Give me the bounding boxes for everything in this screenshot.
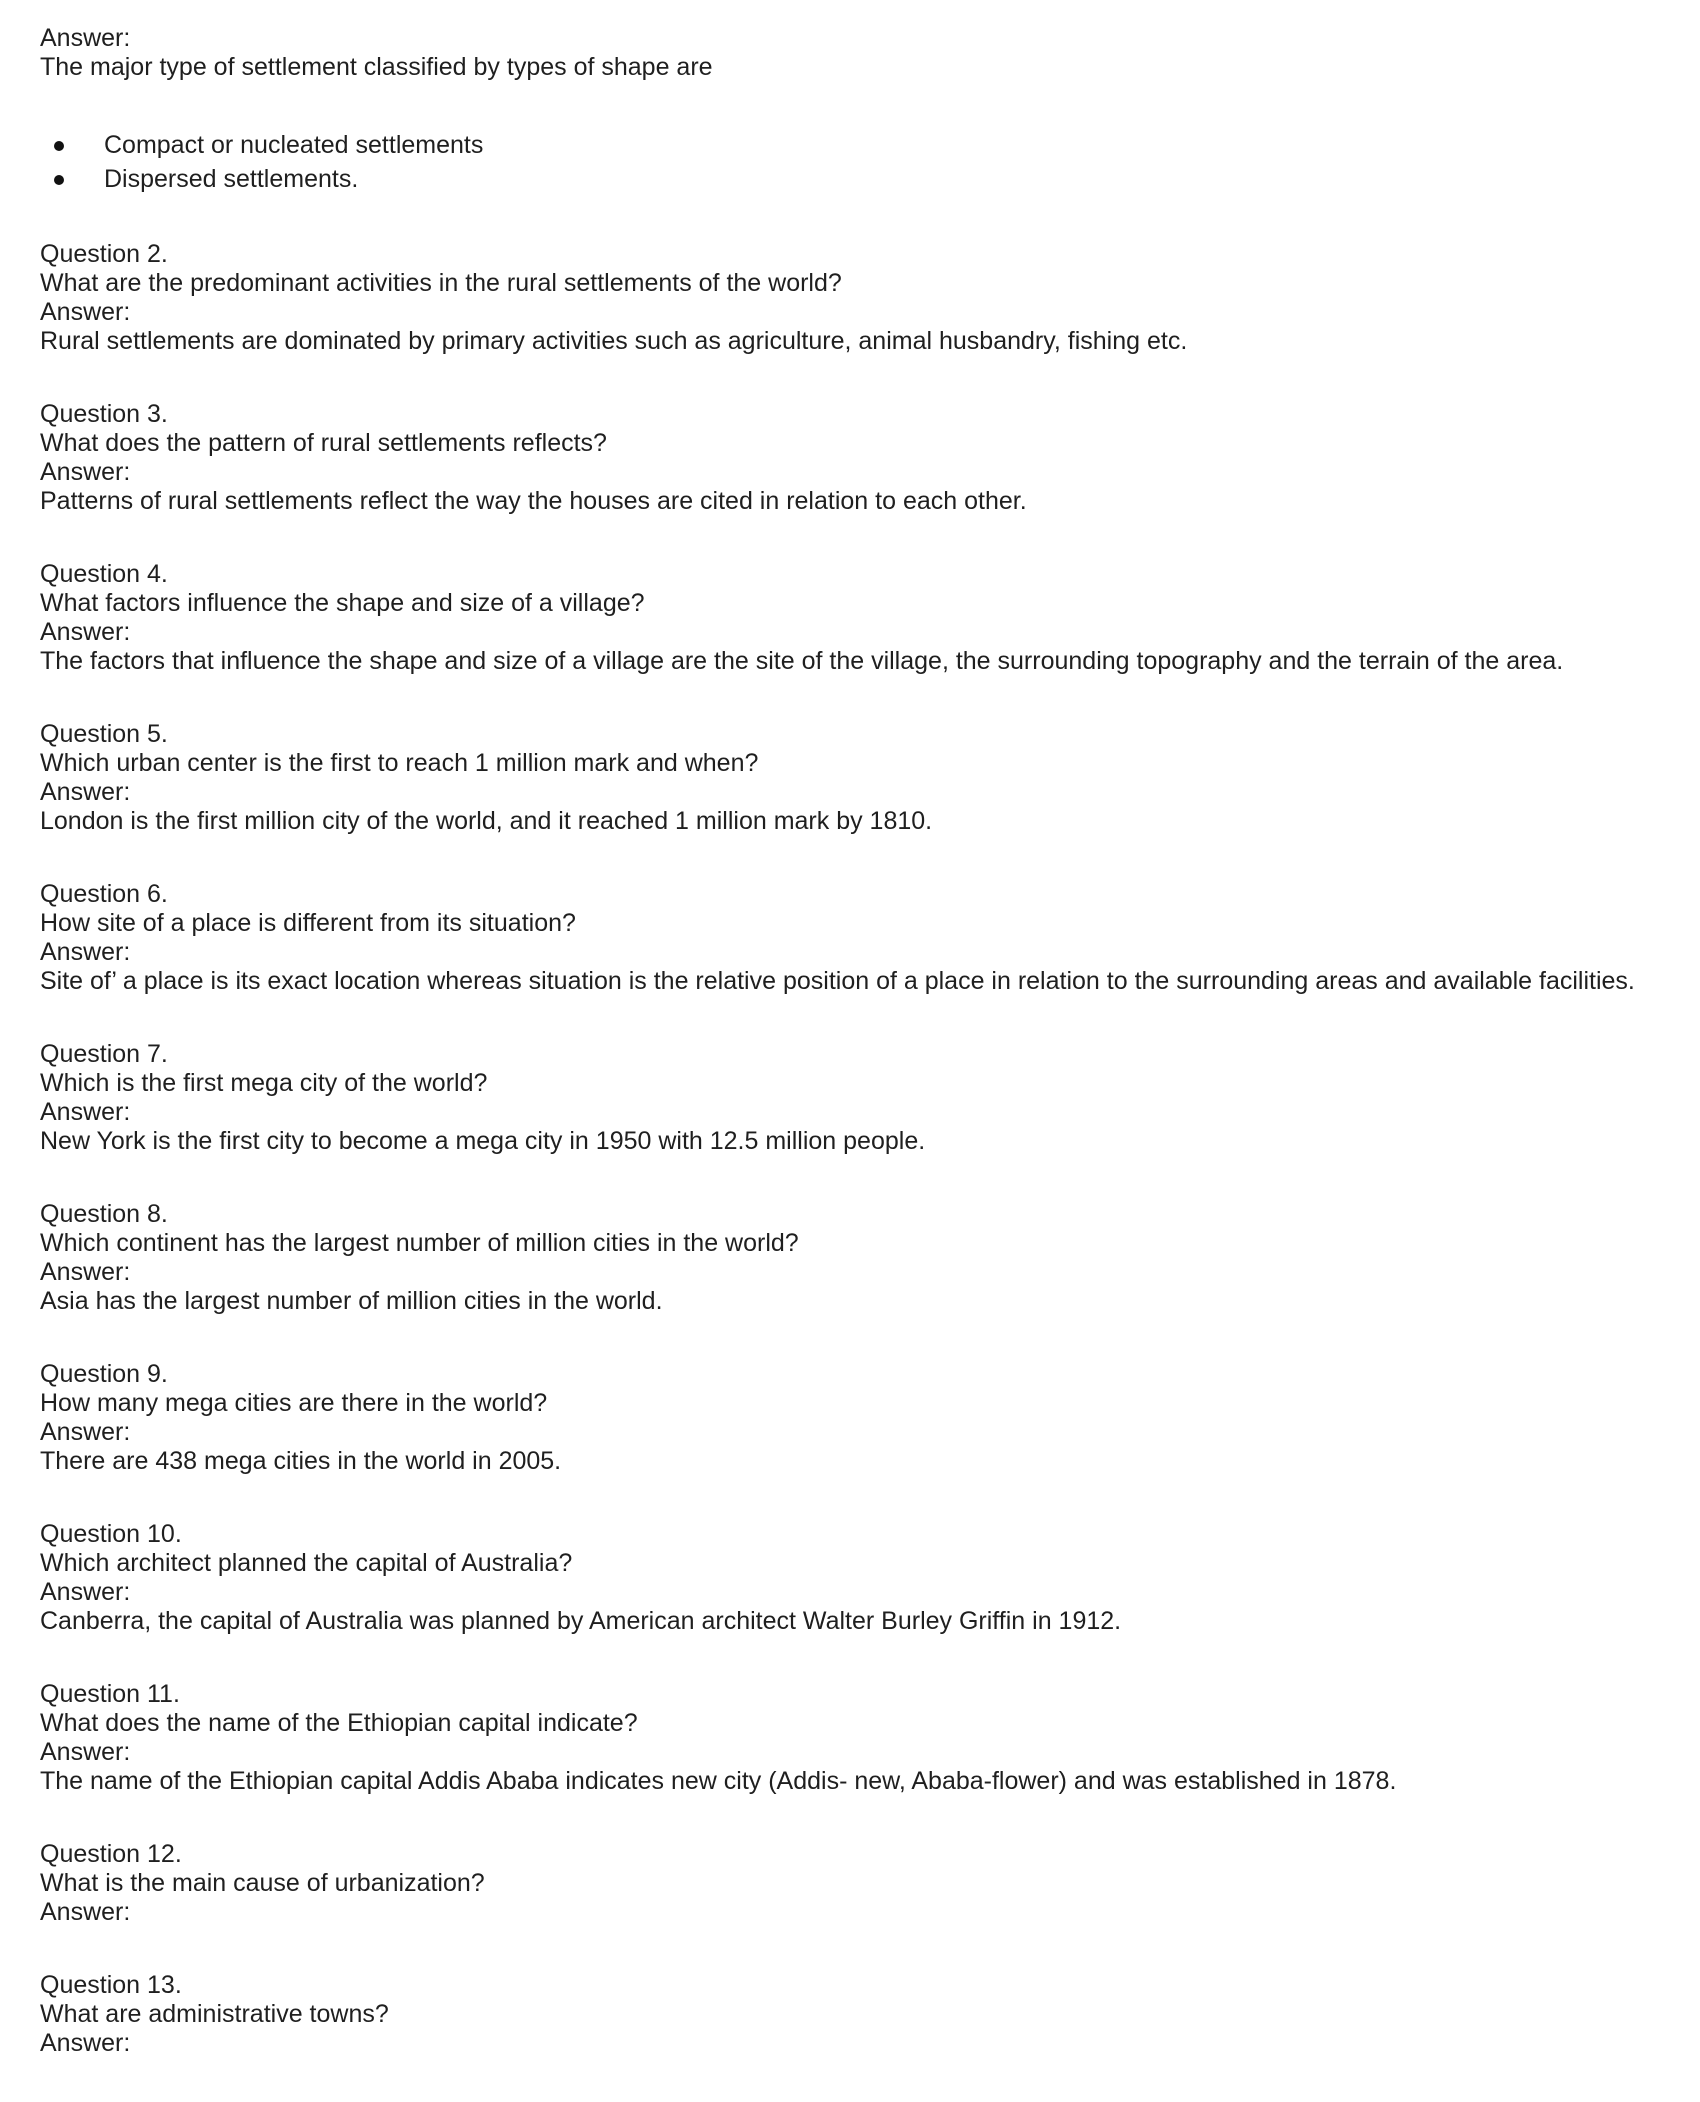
question-text: Which is the first mega city of the world? bbox=[40, 1069, 488, 1097]
question-text: Which continent has the largest number of million cities in the world? bbox=[40, 1229, 799, 1257]
question-label: Question 6. bbox=[40, 880, 168, 908]
answer-text: The major type of settlement classified by types of shape are bbox=[40, 53, 713, 81]
answer-label: Answer: bbox=[40, 1578, 131, 1606]
question-text: What does the pattern of rural settlements reflects? bbox=[40, 429, 607, 457]
answer-label: Answer: bbox=[40, 1098, 131, 1126]
answer-text: London is the first million city of the world, and it reached 1 million mark by 1810. bbox=[40, 807, 933, 835]
question-text: Which urban center is the first to reach 1 million mark and when? bbox=[40, 749, 759, 777]
answer-text: New York is the first city to become a mega city in 1950 with 12.5 million people. bbox=[40, 1127, 926, 1155]
answer-label: Answer: bbox=[40, 298, 131, 326]
question-block-4 bbox=[40, 560, 1680, 676]
question-text: What does the name of the Ethiopian capital indicate? bbox=[40, 1709, 638, 1737]
answer-text: Asia has the largest number of million cities in the world. bbox=[40, 1287, 663, 1315]
answer-label: Answer: bbox=[40, 1258, 131, 1286]
question-block-12 bbox=[40, 1840, 1680, 1927]
question-label: Question 8. bbox=[40, 1200, 168, 1228]
question-text: How site of a place is different from its situation? bbox=[40, 909, 576, 937]
answer-text: Rural settlements are dominated by primary activities such as agriculture, animal husbandry, fishing etc. bbox=[40, 327, 1188, 355]
question-text: What factors influence the shape and size of a village? bbox=[40, 589, 645, 617]
question-label: Question 3. bbox=[40, 400, 168, 428]
answer-label: Answer: bbox=[40, 2029, 131, 2057]
question-label: Question 10. bbox=[40, 1520, 182, 1548]
settlement-type-list bbox=[40, 128, 1680, 196]
question-text: Which architect planned the capital of Australia? bbox=[40, 1549, 573, 1577]
answer-text: Canberra, the capital of Australia was planned by American architect Walter Burley Griffin in 1912. bbox=[40, 1607, 1122, 1635]
question-label: Question 2. bbox=[40, 240, 168, 268]
question-block-3 bbox=[40, 400, 1680, 516]
answer-label: Answer: bbox=[40, 1898, 131, 1926]
question-label: Question 12. bbox=[40, 1840, 182, 1868]
question-text: What are administrative towns? bbox=[40, 2000, 389, 2028]
answer-label: Answer: bbox=[40, 24, 131, 52]
answer-text: Site of’ a place is its exact location whereas situation is the relative position of a place in relation to the surrounding areas and available facilities. bbox=[40, 967, 1635, 995]
answer-label: Answer: bbox=[40, 618, 131, 646]
question-block-2 bbox=[40, 240, 1680, 356]
question-label: Question 9. bbox=[40, 1360, 168, 1388]
question-label: Question 13. bbox=[40, 1971, 182, 1999]
bullet-icon bbox=[54, 141, 64, 151]
answer-label: Answer: bbox=[40, 1418, 131, 1446]
answer-label: Answer: bbox=[40, 1738, 131, 1766]
question-text: What is the main cause of urbanization? bbox=[40, 1869, 485, 1897]
answer-text: Patterns of rural settlements reflect the way the houses are cited in relation to each other. bbox=[40, 487, 1027, 515]
answer-label: Answer: bbox=[40, 938, 131, 966]
question-label: Question 5. bbox=[40, 720, 168, 748]
question-block-9 bbox=[40, 1360, 1680, 1476]
question-text: How many mega cities are there in the world? bbox=[40, 1389, 548, 1417]
answer-label: Answer: bbox=[40, 458, 131, 486]
question-label: Question 7. bbox=[40, 1040, 168, 1068]
question-block-5 bbox=[40, 720, 1680, 836]
list-item bbox=[40, 162, 1680, 196]
answer-text: There are 438 mega cities in the world in 2005. bbox=[40, 1447, 562, 1475]
list-item-text: Dispersed settlements. bbox=[104, 165, 359, 193]
intro-answer-block bbox=[40, 24, 1680, 196]
question-label: Question 11. bbox=[40, 1680, 180, 1708]
document-page bbox=[40, 24, 1680, 2102]
answer-label: Answer: bbox=[40, 778, 131, 806]
question-text: What are the predominant activities in the rural settlements of the world? bbox=[40, 269, 842, 297]
question-block-6 bbox=[40, 880, 1680, 996]
list-item bbox=[40, 128, 1680, 162]
question-block-10 bbox=[40, 1520, 1680, 1636]
list-item-text: Compact or nucleated settlements bbox=[104, 131, 484, 159]
answer-text: The factors that influence the shape and size of a village are the site of the village, the surrounding topography and the terrain of the area. bbox=[40, 647, 1564, 675]
bullet-icon bbox=[54, 175, 64, 185]
answer-text: The name of the Ethiopian capital Addis Ababa indicates new city (Addis- new, Ababa-flower) and was established in 1878. bbox=[40, 1767, 1397, 1795]
question-block-13 bbox=[40, 1971, 1680, 2058]
question-label: Question 4. bbox=[40, 560, 168, 588]
question-block-7 bbox=[40, 1040, 1680, 1156]
question-block-11 bbox=[40, 1680, 1680, 1796]
question-block-8 bbox=[40, 1200, 1680, 1316]
